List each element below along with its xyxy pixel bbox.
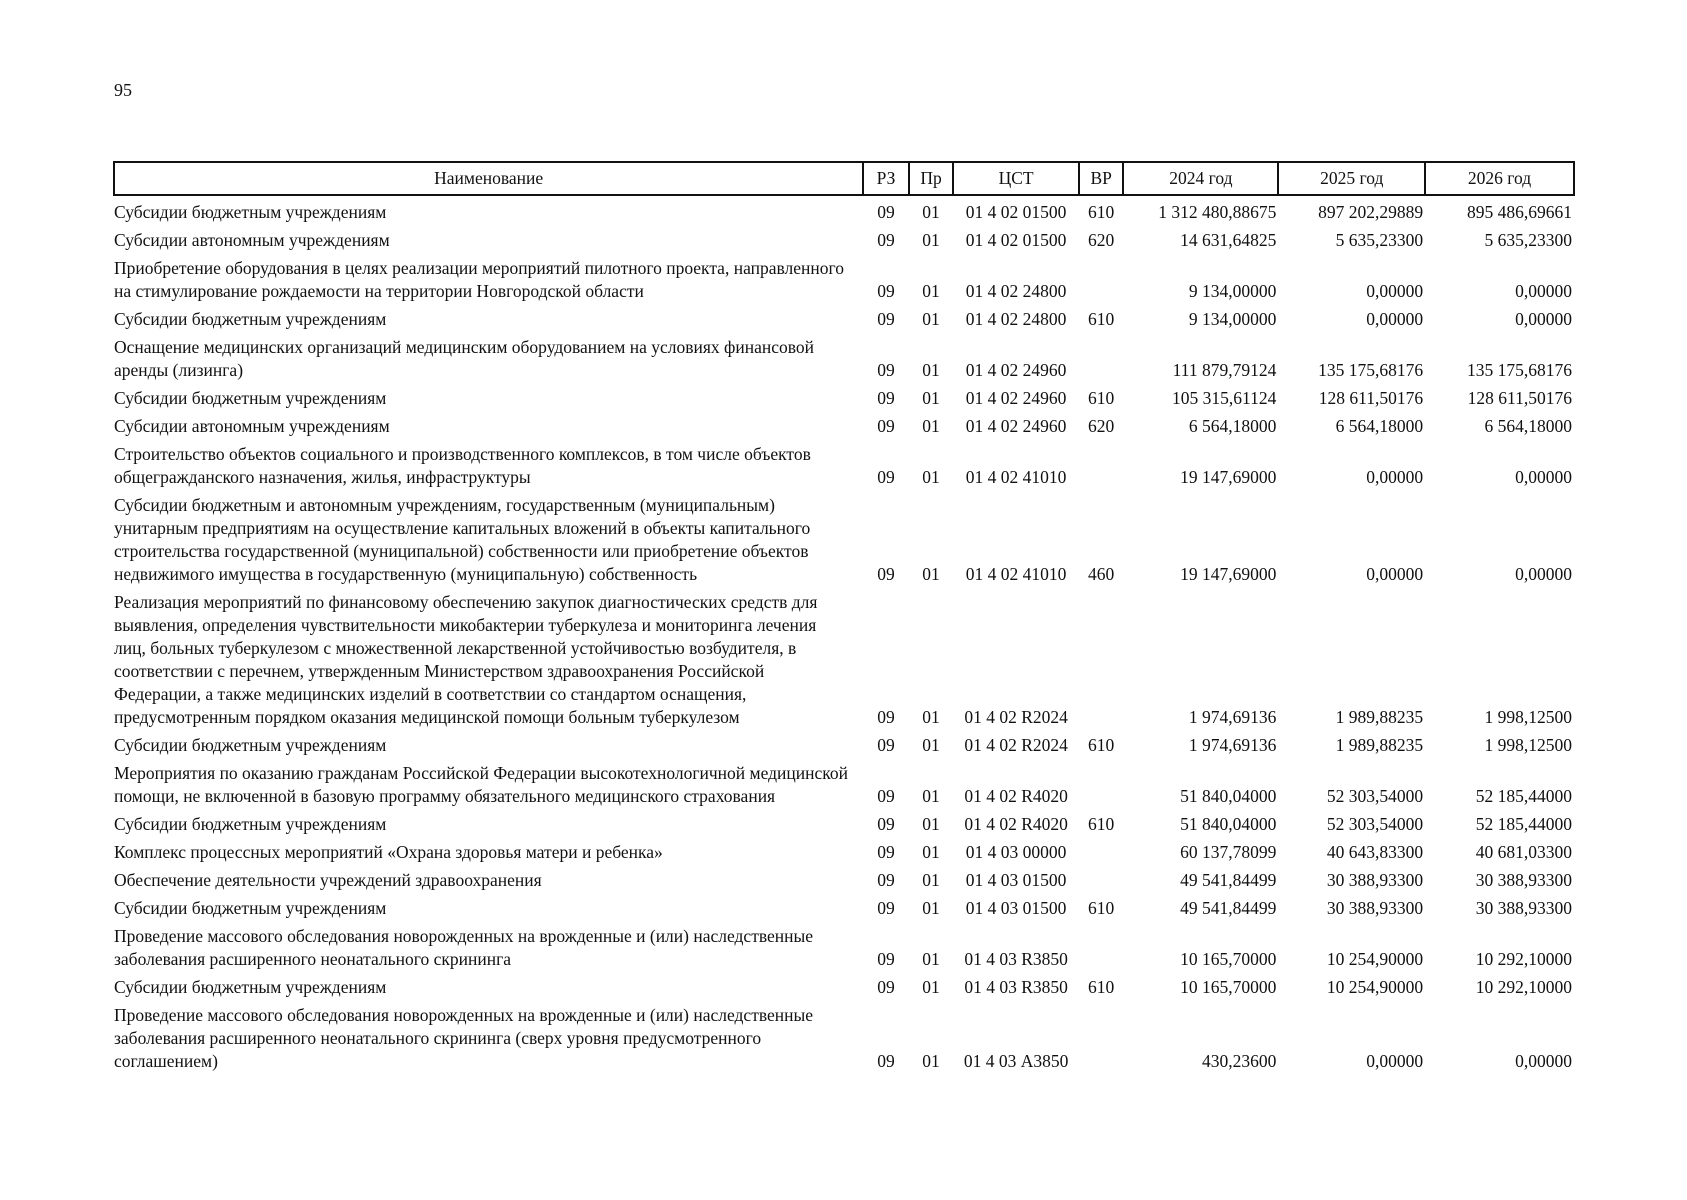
table-row	[114, 811, 1574, 839]
cell-vr	[1079, 867, 1124, 895]
cell-2026: 1 998,12500	[1484, 735, 1572, 755]
cell-2026: 30 388,93300	[1475, 870, 1572, 890]
header-name: Наименование	[114, 162, 863, 195]
cell-2024: 1 974,69136	[1188, 707, 1277, 727]
table-row	[114, 195, 1574, 227]
cell-pr: 01	[922, 735, 940, 755]
cell-2026: 5 635,23300	[1484, 230, 1572, 250]
cell-cst: 01 4 02 24960	[965, 360, 1067, 380]
cell-2026: 10 292,10000	[1475, 977, 1572, 997]
cell-rz: 09	[877, 416, 895, 436]
cell-2026: 0,00000	[1515, 564, 1572, 584]
cell-cst: 01 4 02 R4020	[964, 786, 1068, 806]
cell-2026: 10 292,10000	[1475, 949, 1572, 969]
header-cst: ЦСТ	[953, 162, 1079, 195]
cell-cst: 01 4 02 R4020	[964, 814, 1068, 834]
cell-pr: 01	[922, 360, 940, 380]
header-2026: 2026 год	[1425, 162, 1574, 195]
cell-2026: 1 998,12500	[1484, 707, 1572, 727]
cell-pr: 01	[922, 786, 940, 806]
table-row	[114, 1002, 1574, 1076]
cell-2025: 6 564,18000	[1335, 416, 1424, 436]
cell-2024: 51 840,04000	[1180, 786, 1277, 806]
table-row	[114, 867, 1574, 895]
cell-cst: 01 4 03 01500	[965, 898, 1067, 918]
cell-cst: 01 4 02 R2024	[964, 735, 1068, 755]
cell-cst: 01 4 02 01500	[965, 230, 1067, 250]
cell-cst: 01 4 02 24800	[965, 309, 1067, 329]
table-row	[114, 227, 1574, 255]
cell-pr: 01	[922, 842, 940, 862]
cell-pr: 01	[922, 416, 940, 436]
header-2024: 2024 год	[1123, 162, 1278, 195]
cell-vr	[1079, 441, 1124, 492]
cell-rz: 09	[877, 202, 895, 222]
cell-2026: 0,00000	[1515, 281, 1572, 301]
cell-2025: 1 989,88235	[1335, 707, 1424, 727]
cell-rz: 09	[877, 230, 895, 250]
cell-vr: 610	[1088, 202, 1115, 222]
cell-vr: 610	[1088, 735, 1115, 755]
cell-vr	[1079, 589, 1124, 732]
cell-2024: 1 312 480,88675	[1158, 202, 1277, 222]
cell-2025: 897 202,29889	[1318, 202, 1424, 222]
cell-2025: 30 388,93300	[1326, 870, 1424, 890]
cell-vr	[1079, 1002, 1124, 1076]
table-row	[114, 589, 1574, 732]
cell-name: Строительство объектов социального и производственного комплексов, в том числе объектов общегражданского назначения, жилья, инфраструктуры	[114, 444, 811, 487]
cell-vr	[1079, 255, 1124, 306]
cell-2024: 111 879,79124	[1172, 360, 1277, 380]
cell-cst: 01 4 03 00000	[965, 842, 1067, 862]
cell-2024: 10 165,70000	[1180, 949, 1277, 969]
table-row	[114, 732, 1574, 760]
cell-cst: 01 4 03 R3850	[964, 949, 1068, 969]
cell-name: Обеспечение деятельности учреждений здравоохранения	[114, 870, 542, 890]
cell-2026: 128 611,50176	[1467, 388, 1572, 408]
cell-name: Субсидии бюджетным учреждениям	[114, 309, 387, 329]
cell-2025: 0,00000	[1366, 564, 1424, 584]
cell-vr	[1079, 839, 1124, 867]
cell-name: Проведение массового обследования новорожденных на врожденные и (или) наследственные заболевания расширенного неонатального скрининга (сверх уровня предусмотренного соглашением)	[114, 1005, 814, 1071]
cell-2025: 30 388,93300	[1326, 898, 1424, 918]
cell-rz: 09	[877, 735, 895, 755]
cell-pr: 01	[922, 388, 940, 408]
cell-2026: 895 486,69661	[1467, 202, 1572, 222]
cell-rz: 09	[877, 1051, 895, 1071]
cell-2025: 0,00000	[1366, 309, 1424, 329]
cell-cst: 01 4 02 24960	[965, 416, 1067, 436]
cell-cst: 01 4 02 24800	[965, 281, 1067, 301]
cell-name: Оснащение медицинских организаций медицинским оборудованием на условиях финансовой аренды (лизинга)	[114, 337, 815, 380]
cell-rz: 09	[877, 360, 895, 380]
cell-2024: 105 315,61124	[1171, 388, 1277, 408]
cell-cst: 01 4 02 41010	[965, 564, 1067, 584]
cell-rz: 09	[877, 564, 895, 584]
cell-2025: 52 303,54000	[1326, 786, 1424, 806]
cell-name: Субсидии бюджетным учреждениям	[114, 814, 387, 834]
header-pr: Пр	[909, 162, 954, 195]
table-row	[114, 255, 1574, 306]
cell-rz: 09	[877, 467, 895, 487]
cell-2024: 9 134,00000	[1188, 309, 1277, 329]
cell-2025: 52 303,54000	[1326, 814, 1424, 834]
cell-cst: 01 4 02 24960	[965, 388, 1067, 408]
cell-2024: 1 974,69136	[1188, 735, 1277, 755]
cell-name: Субсидии автономным учреждениям	[114, 230, 390, 250]
cell-name: Субсидии бюджетным учреждениям	[114, 977, 387, 997]
table-row	[114, 492, 1574, 589]
table-row	[114, 923, 1574, 974]
cell-name: Проведение массового обследования новорожденных на врожденные и (или) наследственные заболевания расширенного неонатального скрининга	[114, 926, 814, 969]
cell-2025: 1 989,88235	[1335, 735, 1424, 755]
cell-vr	[1079, 923, 1124, 974]
cell-name: Субсидии бюджетным учреждениям	[114, 898, 387, 918]
cell-pr: 01	[922, 814, 940, 834]
cell-2025: 135 175,68176	[1318, 360, 1424, 380]
cell-vr: 620	[1088, 230, 1115, 250]
cell-cst: 01 4 03 01500	[965, 870, 1067, 890]
cell-rz: 09	[877, 842, 895, 862]
header-2025: 2025 год	[1278, 162, 1425, 195]
cell-2025: 128 611,50176	[1318, 388, 1424, 408]
header-row	[114, 162, 1574, 195]
cell-vr: 610	[1088, 388, 1115, 408]
cell-2026: 0,00000	[1515, 309, 1572, 329]
cell-rz: 09	[877, 898, 895, 918]
cell-2024: 10 165,70000	[1180, 977, 1277, 997]
cell-2026: 0,00000	[1515, 467, 1572, 487]
table-row	[114, 306, 1574, 334]
table-row	[114, 441, 1574, 492]
cell-2024: 19 147,69000	[1180, 467, 1277, 487]
cell-rz: 09	[877, 281, 895, 301]
cell-vr: 460	[1088, 564, 1115, 584]
cell-pr: 01	[922, 898, 940, 918]
cell-2025: 10 254,90000	[1326, 949, 1424, 969]
cell-pr: 01	[922, 707, 940, 727]
cell-2025: 5 635,23300	[1335, 230, 1424, 250]
cell-vr	[1079, 334, 1124, 385]
cell-rz: 09	[877, 949, 895, 969]
cell-vr	[1079, 760, 1124, 811]
budget-table	[113, 161, 1575, 1076]
table-body	[114, 195, 1574, 1076]
table-row	[114, 413, 1574, 441]
cell-2026: 52 185,44000	[1475, 786, 1572, 806]
cell-2024: 19 147,69000	[1180, 564, 1277, 584]
cell-2024: 9 134,00000	[1188, 281, 1277, 301]
cell-pr: 01	[922, 202, 940, 222]
cell-2024: 6 564,18000	[1188, 416, 1277, 436]
table-row	[114, 385, 1574, 413]
cell-rz: 09	[877, 977, 895, 997]
cell-pr: 01	[922, 977, 940, 997]
cell-2026: 52 185,44000	[1475, 814, 1572, 834]
cell-rz: 09	[877, 814, 895, 834]
cell-name: Реализация мероприятий по финансовому обеспечению закупок диагностических средств для выявления, определения чувствительности микобактерии туберкулеза и мониторинга лечения лиц, больных туберкулезом с множественной лекарственной устойчивостью возбудителя, в соответствии с перечнем, утвержденным Министерством здравоохранения Российской Федерации, а также медицинских изделий в соответствии со стандартом оснащения, предусмотренным порядком оказания медицинской помощи больным туберкулезом	[114, 592, 818, 727]
page-number: 95	[114, 80, 132, 100]
cell-2024: 14 631,64825	[1180, 230, 1277, 250]
cell-2024: 60 137,78099	[1180, 842, 1277, 862]
table-row	[114, 334, 1574, 385]
cell-pr: 01	[922, 281, 940, 301]
cell-2026: 6 564,18000	[1484, 416, 1572, 436]
cell-vr: 610	[1088, 977, 1115, 997]
cell-2026: 30 388,93300	[1475, 898, 1572, 918]
header-rz: РЗ	[863, 162, 909, 195]
cell-name: Субсидии бюджетным учреждениям	[114, 388, 387, 408]
cell-pr: 01	[922, 949, 940, 969]
cell-2024: 49 541,84499	[1180, 870, 1277, 890]
cell-2025: 10 254,90000	[1326, 977, 1424, 997]
cell-name: Субсидии автономным учреждениям	[114, 416, 390, 436]
cell-2025: 0,00000	[1366, 467, 1424, 487]
cell-rz: 09	[877, 786, 895, 806]
cell-pr: 01	[922, 309, 940, 329]
table-row	[114, 895, 1574, 923]
cell-name: Приобретение оборудования в целях реализации мероприятий пилотного проекта, направленного на стимулирование рождаемости на территории Новгородской области	[114, 258, 844, 301]
cell-pr: 01	[922, 1051, 940, 1071]
cell-2024: 51 840,04000	[1180, 814, 1277, 834]
cell-vr: 610	[1088, 898, 1115, 918]
table-header	[114, 162, 1574, 195]
cell-rz: 09	[877, 309, 895, 329]
cell-2026: 0,00000	[1515, 1051, 1572, 1071]
header-vr: ВР	[1079, 162, 1124, 195]
cell-2026: 135 175,68176	[1467, 360, 1572, 380]
budget-table-container	[113, 161, 1575, 1076]
table-row	[114, 839, 1574, 867]
cell-pr: 01	[922, 230, 940, 250]
cell-rz: 09	[877, 707, 895, 727]
cell-cst: 01 4 02 41010	[965, 467, 1067, 487]
cell-name: Субсидии бюджетным и автономным учреждениям, государственным (муниципальным) унитарным предприятиям на осуществление капитальных вложений в объекты капитального строительства государственной (муниципальной) собственности или приобретение объектов недвижимого имущества в государственную (муниципальную) собственность	[114, 495, 811, 584]
table-row	[114, 760, 1574, 811]
cell-cst: 01 4 03 А3850	[963, 1051, 1069, 1071]
cell-2024: 49 541,84499	[1180, 898, 1277, 918]
cell-name: Субсидии бюджетным учреждениям	[114, 735, 387, 755]
cell-cst: 01 4 03 R3850	[964, 977, 1068, 997]
cell-2026: 40 681,03300	[1475, 842, 1572, 862]
cell-rz: 09	[877, 388, 895, 408]
cell-2025: 40 643,83300	[1326, 842, 1424, 862]
cell-cst: 01 4 02 01500	[965, 202, 1067, 222]
cell-name: Комплекс процессных мероприятий «Охрана здоровья матери и ребенка»	[114, 842, 663, 862]
cell-vr: 620	[1088, 416, 1115, 436]
cell-rz: 09	[877, 870, 895, 890]
cell-2025: 0,00000	[1366, 281, 1424, 301]
cell-2024: 430,23600	[1201, 1051, 1277, 1071]
cell-2025: 0,00000	[1366, 1051, 1424, 1071]
table-row	[114, 974, 1574, 1002]
cell-name: Субсидии бюджетным учреждениям	[114, 202, 387, 222]
cell-pr: 01	[922, 467, 940, 487]
cell-cst: 01 4 02 R2024	[964, 707, 1068, 727]
cell-vr: 610	[1088, 814, 1115, 834]
cell-pr: 01	[922, 870, 940, 890]
cell-vr: 610	[1088, 309, 1115, 329]
cell-pr: 01	[922, 564, 940, 584]
cell-name: Мероприятия по оказанию гражданам Российской Федерации высокотехнологичной медицинской помощи, не включенной в базовую программу обязательного медицинского страхования	[114, 763, 848, 806]
